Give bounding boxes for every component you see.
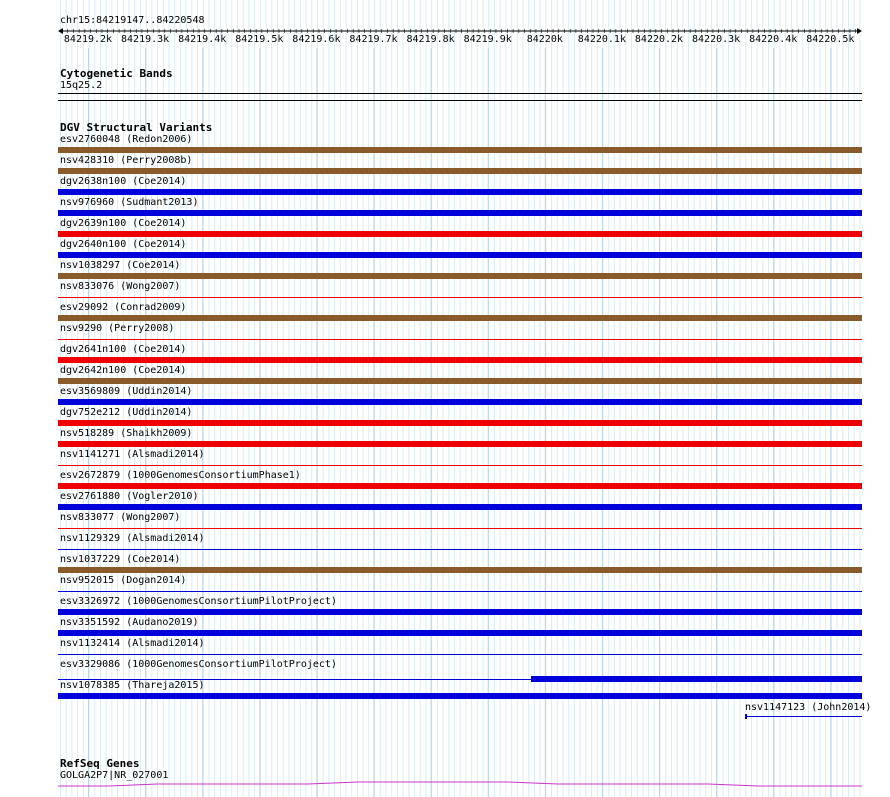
dgv-track[interactable] xyxy=(0,239,890,260)
track-label: nsv1147123 (John2014) xyxy=(745,702,872,713)
dgv-track[interactable] xyxy=(0,218,890,239)
track-label: dgv2642n100 (Coe2014) xyxy=(60,365,187,376)
track-feature[interactable] xyxy=(58,357,862,363)
track-feature[interactable] xyxy=(58,504,862,510)
track-label: nsv952015 (Dogan2014) xyxy=(60,575,187,586)
band-line-top xyxy=(58,93,862,94)
dgv-track[interactable] xyxy=(0,302,890,323)
dgv-title: DGV Structural Variants xyxy=(60,121,213,134)
track-label: dgv2640n100 (Coe2014) xyxy=(60,239,187,250)
ruler-tick-label: 84219.7k xyxy=(349,34,398,45)
track-label: nsv1129329 (Alsmadi2014) xyxy=(60,533,205,544)
dgv-track[interactable] xyxy=(0,638,890,659)
track-label: esv3329086 (1000GenomesConsortiumPilotProject) xyxy=(60,659,337,670)
track-label: nsv1132414 (Alsmadi2014) xyxy=(60,638,205,649)
track-label: esv3326972 (1000GenomesConsortiumPilotProject) xyxy=(60,596,337,607)
refseq-title: RefSeq Genes xyxy=(60,757,140,770)
dgv-track-extra[interactable] xyxy=(0,701,890,721)
track-label: nsv3351592 (Audano2019) xyxy=(60,617,199,628)
coordinate-ruler xyxy=(58,28,862,48)
track-feature[interactable] xyxy=(58,273,862,279)
dgv-track[interactable] xyxy=(0,134,890,155)
dgv-track[interactable] xyxy=(0,575,890,596)
dgv-track[interactable] xyxy=(0,680,890,701)
ruler-tick-label: 84219.4k xyxy=(178,34,227,45)
dgv-track[interactable] xyxy=(0,449,890,470)
ruler-arrow-right-icon xyxy=(857,28,862,34)
dgv-track[interactable] xyxy=(0,428,890,449)
ruler-tick-label: 84219.9k xyxy=(463,34,512,45)
ruler-tick-label: 84219.3k xyxy=(121,34,170,45)
track-label: dgv752e212 (Uddin2014) xyxy=(60,407,193,418)
track-label: nsv833077 (Wong2007) xyxy=(60,512,181,523)
ruler-tick-label: 84219.2k xyxy=(63,34,113,45)
track-feature[interactable] xyxy=(58,189,862,195)
dgv-track[interactable] xyxy=(0,512,890,533)
track-feature[interactable] xyxy=(58,378,862,384)
location-label: chr15:84219147..84220548 xyxy=(60,15,205,26)
ruler-tick-label: 84219.8k xyxy=(406,34,455,45)
ruler-tick-label: 84220k xyxy=(526,34,563,45)
dgv-track[interactable] xyxy=(0,197,890,218)
dgv-track[interactable] xyxy=(0,407,890,428)
track-label: dgv2641n100 (Coe2014) xyxy=(60,344,187,355)
track-label: esv3569809 (Uddin2014) xyxy=(60,386,193,397)
dgv-track[interactable] xyxy=(0,260,890,281)
band-line-bottom xyxy=(58,100,862,101)
track-label: esv2672879 (1000GenomesConsortiumPhase1) xyxy=(60,470,301,481)
track-feature[interactable] xyxy=(746,716,862,717)
ruler-tick-label: 84220.1k xyxy=(577,34,626,45)
track-label: nsv1141271 (Alsmadi2014) xyxy=(60,449,205,460)
track-feature[interactable] xyxy=(58,591,862,592)
track-feature[interactable] xyxy=(58,315,862,321)
track-label: dgv2639n100 (Coe2014) xyxy=(60,218,187,229)
dgv-track[interactable] xyxy=(0,281,890,302)
track-feature[interactable] xyxy=(58,210,862,216)
track-label: dgv2638n100 (Coe2014) xyxy=(60,176,187,187)
track-feature[interactable] xyxy=(58,654,862,655)
dgv-track[interactable] xyxy=(0,554,890,575)
dgv-track[interactable] xyxy=(0,659,890,680)
track-feature[interactable] xyxy=(58,339,862,340)
track-feature[interactable] xyxy=(58,609,862,615)
track-feature[interactable] xyxy=(58,297,862,298)
ruler-tick-label: 84220.5k xyxy=(806,34,855,45)
track-label: esv29092 (Conrad2009) xyxy=(60,302,187,313)
track-label: nsv428310 (Perry2008b) xyxy=(60,155,193,166)
dgv-track[interactable] xyxy=(0,176,890,197)
track-feature[interactable] xyxy=(58,420,862,426)
dgv-track[interactable] xyxy=(0,344,890,365)
track-label: nsv833076 (Wong2007) xyxy=(60,281,181,292)
track-feature[interactable] xyxy=(58,630,862,636)
track-label: nsv9290 (Perry2008) xyxy=(60,323,175,334)
track-label: nsv518289 (Shaikh2009) xyxy=(60,428,193,439)
ruler-tick-label: 84219.5k xyxy=(235,34,284,45)
dgv-track[interactable] xyxy=(0,617,890,638)
track-feature-start xyxy=(745,714,747,719)
dgv-track[interactable] xyxy=(0,596,890,617)
track-feature[interactable] xyxy=(58,549,862,550)
track-label: nsv1038297 (Coe2014) xyxy=(60,260,181,271)
track-label: esv2761880 (Vogler2010) xyxy=(60,491,199,502)
track-feature[interactable] xyxy=(58,399,862,405)
track-label: nsv976960 (Sudmant2013) xyxy=(60,197,199,208)
track-feature[interactable] xyxy=(58,693,862,699)
track-label: nsv1078385 (Thareja2015) xyxy=(60,680,205,691)
dgv-track[interactable] xyxy=(0,155,890,176)
track-feature[interactable] xyxy=(58,528,862,529)
dgv-track[interactable] xyxy=(0,470,890,491)
refseq-gene-label: GOLGA2P7|NR_027001 xyxy=(60,770,169,781)
track-feature[interactable] xyxy=(58,441,862,447)
track-label: esv2760048 (Redon2006) xyxy=(60,134,193,145)
dgv-track[interactable] xyxy=(0,491,890,512)
track-feature[interactable] xyxy=(58,168,862,174)
track-label: nsv1037229 (Coe2014) xyxy=(60,554,181,565)
track-feature[interactable] xyxy=(58,231,862,237)
track-feature[interactable] xyxy=(58,465,862,466)
dgv-track[interactable] xyxy=(0,533,890,554)
ruler-tick-label: 84220.4k xyxy=(749,34,798,45)
cytogenetic-band: 15q25.2 xyxy=(60,80,103,91)
track-feature[interactable] xyxy=(58,252,862,258)
track-feature[interactable] xyxy=(58,147,862,153)
ruler-tick-label: 84219.6k xyxy=(292,34,341,45)
cytogenetic-title: Cytogenetic Bands xyxy=(60,67,173,80)
refseq-gene-feature[interactable] xyxy=(58,778,862,788)
ruler-tick-label: 84220.2k xyxy=(634,34,684,45)
dgv-track[interactable] xyxy=(0,365,890,386)
dgv-track[interactable] xyxy=(0,386,890,407)
track-feature[interactable] xyxy=(58,483,862,489)
track-feature[interactable] xyxy=(58,567,862,573)
dgv-track[interactable] xyxy=(0,323,890,344)
ruler-tick-label: 84220.3k xyxy=(692,34,741,45)
